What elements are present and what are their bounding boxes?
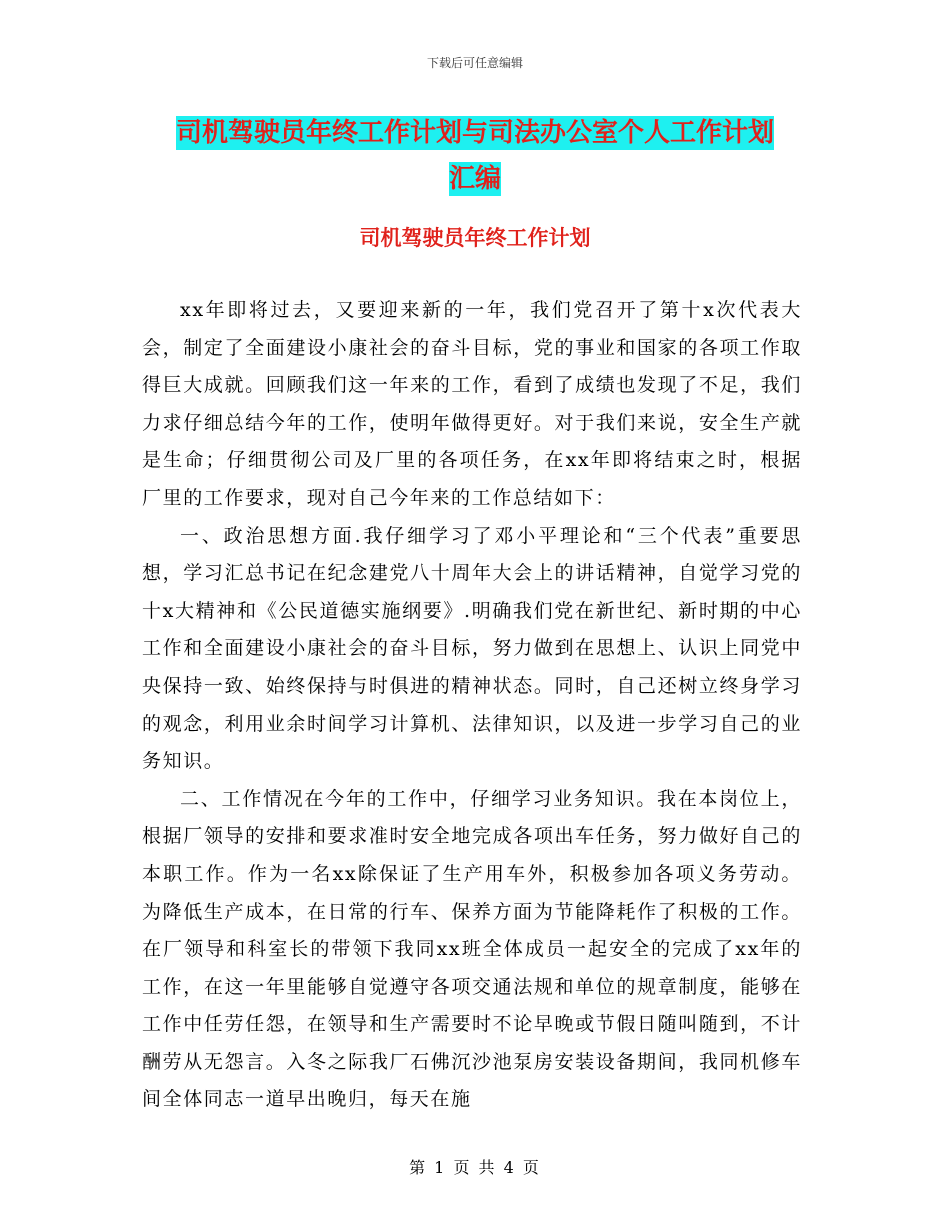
section-title: 司机驾驶员年终工作计划 xyxy=(359,226,591,250)
page-footer: 第 1 页 共 4 页 xyxy=(409,1158,541,1177)
header-note: 下载后可任意编辑 xyxy=(426,56,523,70)
paragraph-political: 一、政治思想方面.我仔细学习了邓小平理论和“三个代表”重要思想，学习汇总书记在纪念建党八十周年大会上的讲话精神，自觉学习党的十x大精神和《公民道德实施纲要》.明确我们党在新世纪、新时期的中心工作和全面建设小康社会的奋斗目标，努力做到在思想上、认识上同党中央保持一致、始终保持与时俱进的精神状态。同时，自己还树立终身学习的观念，利用业余时间学习计算机、法律知识，以及进一步学习自己的业务知识。 xyxy=(142,524,802,773)
title-line-2: 汇编 xyxy=(448,164,501,194)
document-title xyxy=(150,110,800,202)
title-line-1: 司机驾驶员年终工作计划与司法办公室个人工作计划 xyxy=(175,118,774,148)
paragraph-intro: xx年即将过去，又要迎来新的一年，我们党召开了第十x次代表大会，制定了全面建设小康社会的奋斗目标，党的事业和国家的各项工作取得巨大成就。回顾我们这一年来的工作，看到了成绩也发现了不足，我们力求仔细总结今年的工作，使明年做得更好。对于我们来说，安全生产就是生命；仔细贯彻公司及厂里的各项任务，在xx年即将结束之时，根据厂里的工作要求，现对自己今年来的工作总结如下： xyxy=(142,299,802,509)
body-text xyxy=(142,292,802,1119)
paragraph-work: 二、工作情况在今年的工作中，仔细学习业务知识。我在本岗位上，根据厂领导的安排和要求准时安全地完成各项出车任务，努力做好自己的本职工作。作为一名xx除保证了生产用车外，积极参加各项义务劳动。为降低生产成本，在日常的行车、保养方面为节能降耗作了积极的工作。在厂领导和科室长的带领下我同xx班全体成员一起安全的完成了xx年的工作，在这一年里能够自觉遵守各项交通法规和单位的规章制度，能够在工作中任劳任怨，在领导和生产需要时不论早晚或节假日随叫随到，不计酬劳从无怨言。入冬之际我厂石佛沉沙池泵房安装设备期间，我同机修车间全体同志一道早出晚归，每天在施 xyxy=(142,787,802,1111)
